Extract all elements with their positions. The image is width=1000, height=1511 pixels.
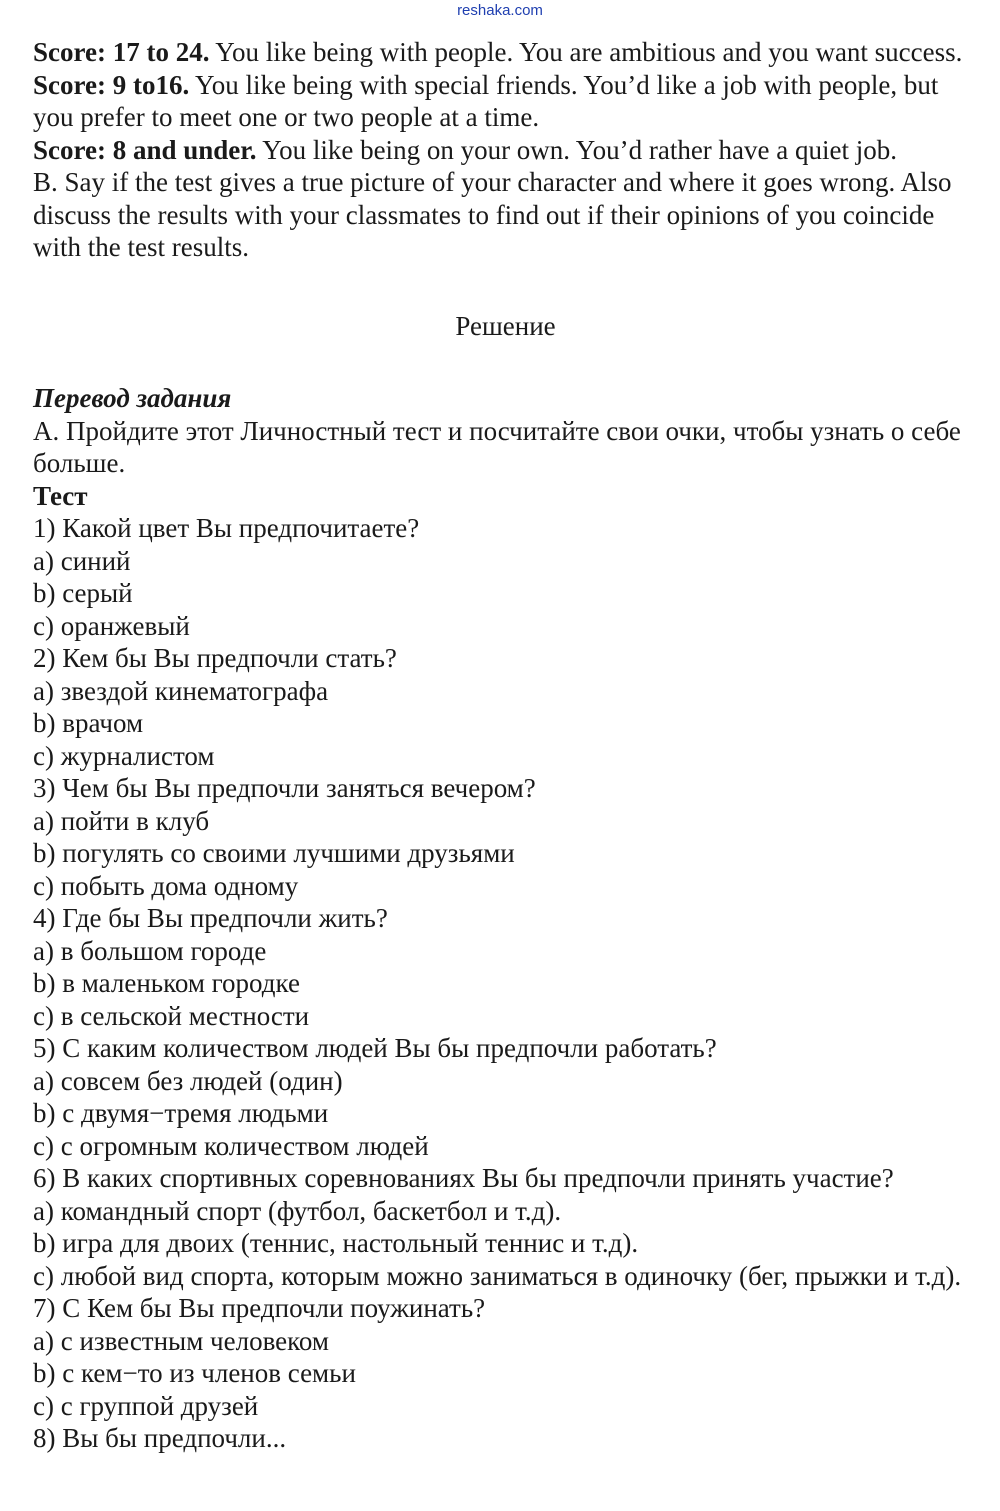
test-questions-list <box>33 512 978 1455</box>
score-paragraph <box>33 36 978 69</box>
score-paragraph <box>33 134 978 167</box>
score-text: You like being on your own. You’d rather have a quiet job. <box>256 134 897 165</box>
test-question: 7) С Кем бы Вы предпочли поужинать? <box>33 1293 486 1323</box>
translation-intro: А. Пройдите этот Личностный тест и посчитайте свои очки, чтобы узнать о себе больше. <box>33 415 961 478</box>
test-option: b) с двумя−тремя людьми <box>33 1098 329 1128</box>
test-question: 5) С каким количеством людей Вы бы предпочли работать? <box>33 1033 717 1063</box>
test-option: b) серый <box>33 578 133 608</box>
score-label: Score: 9 to16. <box>33 69 190 100</box>
test-option: a) синий <box>33 545 131 576</box>
test-option: b) игра для двоих (теннис, настольный теннис и т.д). <box>33 1228 639 1258</box>
test-question: 1) Какой цвет Вы предпочитаете? <box>33 513 420 543</box>
document-body <box>33 36 978 1455</box>
test-question: 4) Где бы Вы предпочли жить? <box>33 903 388 933</box>
translation-title: Перевод задания <box>33 383 232 413</box>
test-option: c) журналистом <box>33 740 215 771</box>
test-option: a) в большом городе <box>33 935 267 966</box>
test-option: a) с известным человеком <box>33 1325 329 1356</box>
test-question: 6) В каких спортивных соревнованиях Вы бы предпочли принять участие? <box>33 1163 894 1193</box>
test-option: c) побыть дома одному <box>33 870 299 901</box>
solution-heading: Решение <box>455 310 556 341</box>
test-title: Тест <box>33 480 88 511</box>
test-option: c) с огромным количеством людей <box>33 1130 429 1161</box>
test-question: 8) Вы бы предпочли... <box>33 1423 287 1453</box>
test-option: b) в маленьком городке <box>33 968 300 998</box>
score-text: You like being with special friends. You’d like a job with people, but you prefer to meet one or two people at a time. <box>33 69 939 132</box>
test-option: a) пойти в клуб <box>33 805 210 836</box>
test-option: c) оранжевый <box>33 610 190 641</box>
test-option: a) командный спорт (футбол, баскетбол и т.д). <box>33 1195 562 1226</box>
score-text: You like being with people. You are ambitious and you want success. <box>209 37 963 67</box>
score-paragraph <box>33 69 978 134</box>
test-option: b) врачом <box>33 708 144 738</box>
task-b-paragraph: B. Say if the test gives a true picture of your character and where it goes wrong. Also discuss the results with your classmates to find out if their opinions of you coincide with the test results. <box>33 167 952 262</box>
site-header-link[interactable]: reshaka.com <box>457 2 543 19</box>
test-question: 3) Чем бы Вы предпочли заняться вечером? <box>33 773 536 803</box>
test-option: c) в сельской местности <box>33 1000 310 1031</box>
score-label: Score: 17 to 24. <box>33 37 210 67</box>
test-option: b) погулять со своими лучшими друзьями <box>33 838 515 868</box>
test-option: c) любой вид спорта, которым можно заниматься в одиночку (бег, прыжки и т.д). <box>33 1260 962 1291</box>
test-option: a) звездой кинематографа <box>33 675 329 706</box>
test-option: a) совсем без людей (один) <box>33 1065 343 1096</box>
score-label: Score: 8 and under. <box>33 134 257 165</box>
test-option: c) с группой друзей <box>33 1390 259 1421</box>
test-question: 2) Кем бы Вы предпочли стать? <box>33 643 397 673</box>
test-option: b) с кем−то из членов семьи <box>33 1358 356 1388</box>
